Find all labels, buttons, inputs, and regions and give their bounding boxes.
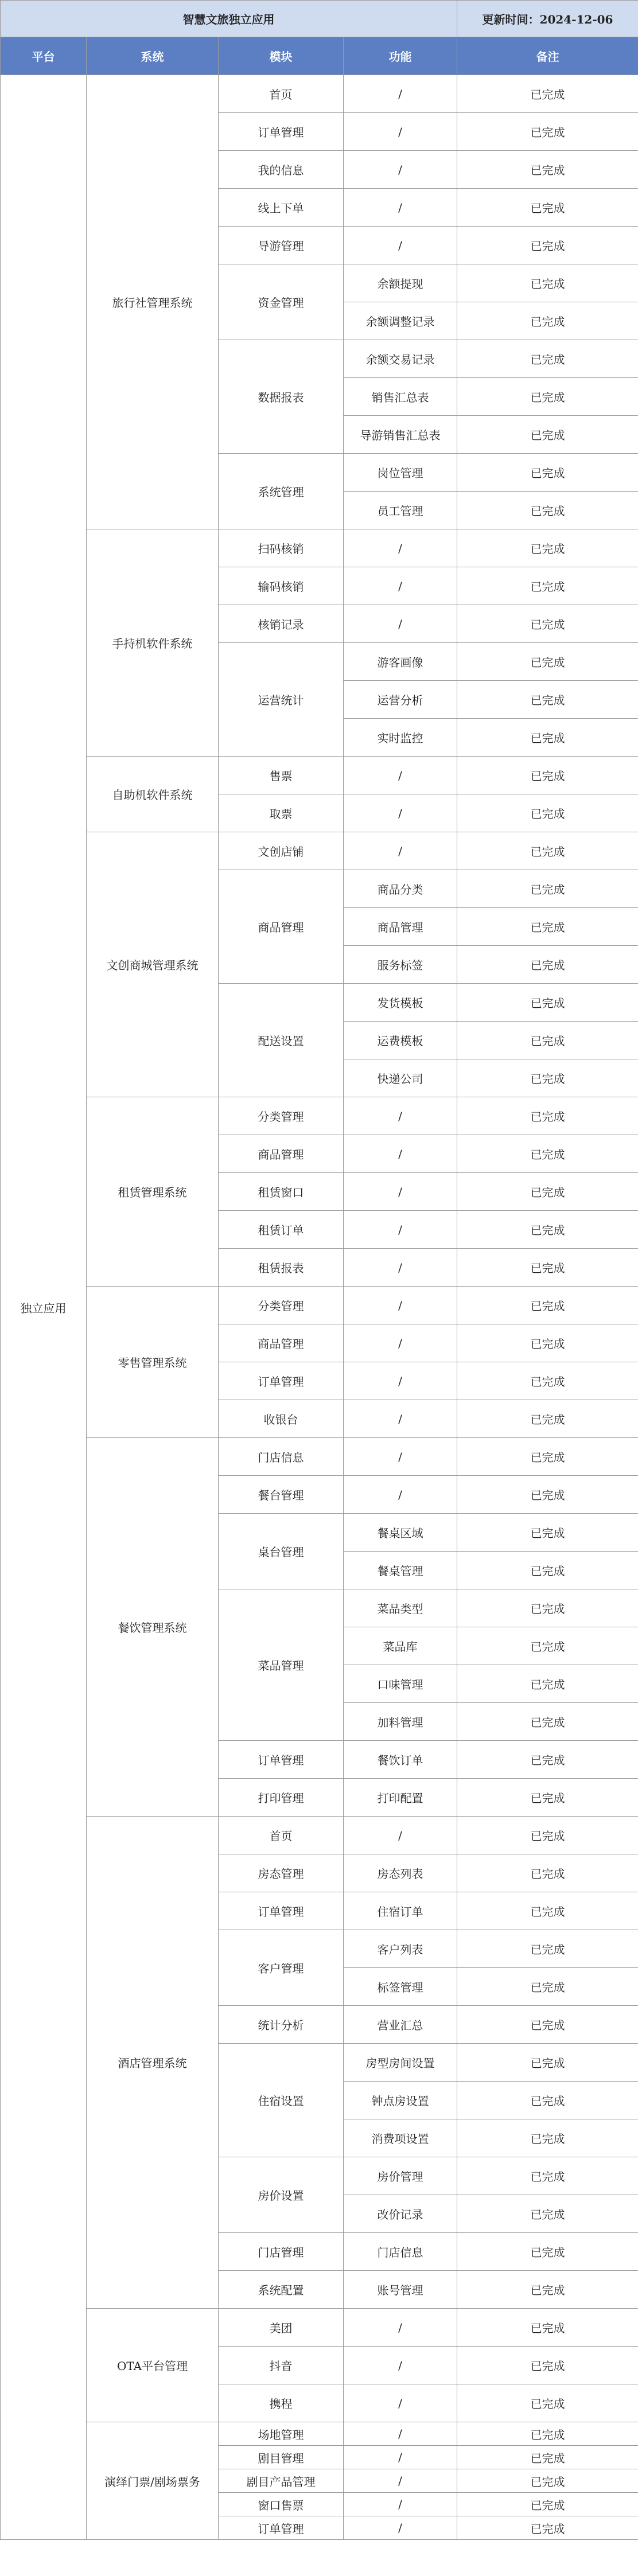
status-cell: 已完成	[457, 1059, 638, 1097]
table-row	[1, 757, 638, 794]
function-cell: 餐饮订单	[344, 1741, 457, 1779]
module-cell: 订单管理	[219, 1741, 344, 1779]
table-row	[1, 1438, 638, 1476]
status-cell: 已完成	[457, 1779, 638, 1817]
function-cell: 余额调整记录	[344, 302, 457, 340]
module-cell: 场地管理	[219, 2422, 344, 2446]
status-cell: 已完成	[457, 1022, 638, 1059]
function-cell: /	[344, 832, 457, 870]
module-cell: 商品管理	[219, 870, 344, 984]
status-cell: 已完成	[457, 984, 638, 1022]
status-cell: 已完成	[457, 681, 638, 719]
status-cell: 已完成	[457, 1552, 638, 1589]
function-cell: 岗位管理	[344, 454, 457, 492]
module-cell: 取票	[219, 794, 344, 832]
system-cell: 文创商城管理系统	[87, 832, 219, 1097]
function-cell: 标签管理	[344, 1968, 457, 2006]
status-cell: 已完成	[457, 416, 638, 454]
system-cell: 餐饮管理系统	[87, 1438, 219, 1817]
platform-cell: 独立应用	[1, 75, 87, 2540]
module-cell: 输码核销	[219, 567, 344, 605]
system-cell: OTA平台管理	[87, 2309, 219, 2422]
module-cell: 售票	[219, 757, 344, 794]
title-row	[1, 1, 638, 37]
module-cell: 房价设置	[219, 2157, 344, 2233]
function-cell: /	[344, 113, 457, 151]
status-cell: 已完成	[457, 1665, 638, 1703]
module-cell: 桌台管理	[219, 1514, 344, 1589]
status-cell: 已完成	[457, 1514, 638, 1552]
module-cell: 我的信息	[219, 151, 344, 189]
status-cell: 已完成	[457, 2233, 638, 2271]
status-cell: 已完成	[457, 908, 638, 946]
module-cell: 打印管理	[219, 1779, 344, 1817]
function-cell: /	[344, 1324, 457, 1362]
function-cell: 余额提现	[344, 264, 457, 302]
module-cell: 携程	[219, 2384, 344, 2422]
status-cell: 已完成	[457, 757, 638, 794]
module-cell: 系统管理	[219, 454, 344, 529]
system-cell: 酒店管理系统	[87, 1817, 219, 2309]
module-cell: 房态管理	[219, 1854, 344, 1892]
table-row	[1, 529, 638, 567]
function-cell: 打印配置	[344, 1779, 457, 1817]
status-cell: 已完成	[457, 1438, 638, 1476]
module-cell: 剧目管理	[219, 2446, 344, 2469]
function-cell: 运营分析	[344, 681, 457, 719]
status-cell: 已完成	[457, 643, 638, 681]
status-cell: 已完成	[457, 1287, 638, 1324]
table-row	[1, 1287, 638, 1324]
module-cell: 分类管理	[219, 1097, 344, 1135]
status-cell: 已完成	[457, 1968, 638, 2006]
module-cell: 统计分析	[219, 2006, 344, 2044]
module-cell: 住宿设置	[219, 2044, 344, 2157]
sheet-title: 智慧文旅独立应用	[1, 1, 457, 37]
module-cell: 订单管理	[219, 113, 344, 151]
status-cell: 已完成	[457, 2469, 638, 2493]
status-cell: 已完成	[457, 264, 638, 302]
function-cell: /	[344, 1817, 457, 1854]
status-cell: 已完成	[457, 2493, 638, 2516]
status-cell: 已完成	[457, 1627, 638, 1665]
status-cell: 已完成	[457, 1249, 638, 1287]
module-cell: 商品管理	[219, 1135, 344, 1173]
status-cell: 已完成	[457, 1097, 638, 1135]
status-cell: 已完成	[457, 1173, 638, 1211]
function-cell: /	[344, 189, 457, 227]
function-cell: 钟点房设置	[344, 2082, 457, 2119]
module-cell: 菜品管理	[219, 1589, 344, 1741]
function-cell: 加料管理	[344, 1703, 457, 1741]
module-cell: 配送设置	[219, 984, 344, 1097]
function-cell: 快递公司	[344, 1059, 457, 1097]
system-cell: 旅行社管理系统	[87, 75, 219, 529]
status-cell: 已完成	[457, 2006, 638, 2044]
status-cell: 已完成	[457, 378, 638, 416]
status-cell: 已完成	[457, 870, 638, 908]
module-cell: 扫码核销	[219, 529, 344, 567]
status-cell: 已完成	[457, 1741, 638, 1779]
status-cell: 已完成	[457, 1930, 638, 1968]
status-cell: 已完成	[457, 75, 638, 113]
status-cell: 已完成	[457, 189, 638, 227]
status-cell: 已完成	[457, 2446, 638, 2469]
function-cell: 发货模板	[344, 984, 457, 1022]
function-cell: /	[344, 794, 457, 832]
function-cell: 销售汇总表	[344, 378, 457, 416]
header-row	[1, 37, 638, 75]
module-cell: 餐台管理	[219, 1476, 344, 1514]
function-cell: /	[344, 1438, 457, 1476]
table-row	[1, 1817, 638, 1854]
module-cell: 核销记录	[219, 605, 344, 643]
function-cell: /	[344, 2422, 457, 2446]
function-cell: /	[344, 605, 457, 643]
function-cell: 餐桌区域	[344, 1514, 457, 1552]
status-cell: 已完成	[457, 2044, 638, 2082]
status-cell: 已完成	[457, 2082, 638, 2119]
header-function: 功能	[344, 37, 457, 75]
function-cell: /	[344, 2309, 457, 2347]
function-cell: /	[344, 529, 457, 567]
status-cell: 已完成	[457, 1703, 638, 1741]
function-cell: 住宿订单	[344, 1892, 457, 1930]
function-cell: /	[344, 1211, 457, 1249]
system-cell: 演绎门票/剧场票务	[87, 2422, 219, 2540]
function-cell: /	[344, 75, 457, 113]
function-cell: 菜品库	[344, 1627, 457, 1665]
module-cell: 系统配置	[219, 2271, 344, 2309]
module-cell: 导游管理	[219, 227, 344, 264]
module-cell: 抖音	[219, 2347, 344, 2384]
table-row	[1, 75, 638, 113]
module-cell: 租赁报表	[219, 1249, 344, 1287]
status-cell: 已完成	[457, 1211, 638, 1249]
status-cell: 已完成	[457, 2309, 638, 2347]
function-cell: /	[344, 2493, 457, 2516]
status-cell: 已完成	[457, 567, 638, 605]
function-cell: 房价管理	[344, 2157, 457, 2195]
function-cell: /	[344, 1097, 457, 1135]
table-row	[1, 2309, 638, 2347]
status-cell: 已完成	[457, 1817, 638, 1854]
status-cell: 已完成	[457, 832, 638, 870]
function-cell: 营业汇总	[344, 2006, 457, 2044]
function-cell: /	[344, 151, 457, 189]
module-cell: 门店管理	[219, 2233, 344, 2271]
function-cell: 余额交易记录	[344, 340, 457, 378]
status-cell: 已完成	[457, 2157, 638, 2195]
status-cell: 已完成	[457, 1476, 638, 1514]
update-time: 更新时间：2024-12-06	[457, 1, 638, 37]
status-cell: 已完成	[457, 454, 638, 492]
status-cell: 已完成	[457, 1892, 638, 1930]
header-platform: 平台	[1, 37, 87, 75]
status-cell: 已完成	[457, 2195, 638, 2233]
function-cell: 改价记录	[344, 2195, 457, 2233]
module-cell: 运营统计	[219, 643, 344, 757]
function-cell: /	[344, 227, 457, 264]
function-cell: 实时监控	[344, 719, 457, 757]
function-cell: /	[344, 757, 457, 794]
header-module: 模块	[219, 37, 344, 75]
status-cell: 已完成	[457, 1854, 638, 1892]
status-cell: 已完成	[457, 946, 638, 984]
status-cell: 已完成	[457, 1362, 638, 1400]
system-cell: 租赁管理系统	[87, 1097, 219, 1287]
function-cell: /	[344, 1400, 457, 1438]
function-cell: 运费模板	[344, 1022, 457, 1059]
system-cell: 零售管理系统	[87, 1287, 219, 1438]
module-cell: 文创店铺	[219, 832, 344, 870]
function-cell: 口味管理	[344, 1665, 457, 1703]
status-cell: 已完成	[457, 605, 638, 643]
function-cell: /	[344, 1287, 457, 1324]
function-cell: 员工管理	[344, 492, 457, 529]
table-row	[1, 2422, 638, 2446]
status-cell: 已完成	[457, 1324, 638, 1362]
status-cell: 已完成	[457, 2516, 638, 2540]
function-cell: /	[344, 2347, 457, 2384]
status-cell: 已完成	[457, 1135, 638, 1173]
module-cell: 租赁订单	[219, 1211, 344, 1249]
function-cell: /	[344, 1173, 457, 1211]
module-cell: 订单管理	[219, 1362, 344, 1400]
status-cell: 已完成	[457, 2384, 638, 2422]
status-cell: 已完成	[457, 302, 638, 340]
function-cell: 账号管理	[344, 2271, 457, 2309]
module-cell: 剧目产品管理	[219, 2469, 344, 2493]
status-cell: 已完成	[457, 2119, 638, 2157]
module-cell: 订单管理	[219, 2516, 344, 2540]
header-remark: 备注	[457, 37, 638, 75]
function-cell: 房态列表	[344, 1854, 457, 1892]
module-cell: 门店信息	[219, 1438, 344, 1476]
function-cell: 服务标签	[344, 946, 457, 984]
status-cell: 已完成	[457, 529, 638, 567]
system-cell: 自助机软件系统	[87, 757, 219, 832]
status-cell: 已完成	[457, 340, 638, 378]
function-cell: /	[344, 2446, 457, 2469]
status-cell: 已完成	[457, 719, 638, 757]
function-cell: /	[344, 1135, 457, 1173]
status-cell: 已完成	[457, 151, 638, 189]
module-cell: 窗口售票	[219, 2493, 344, 2516]
function-cell: /	[344, 1249, 457, 1287]
function-cell: 客户列表	[344, 1930, 457, 1968]
function-cell: /	[344, 2469, 457, 2493]
table-row	[1, 1097, 638, 1135]
status-cell: 已完成	[457, 794, 638, 832]
module-cell: 资金管理	[219, 264, 344, 340]
function-cell: 游客画像	[344, 643, 457, 681]
system-cell: 手持机软件系统	[87, 529, 219, 757]
function-cell: 餐桌管理	[344, 1552, 457, 1589]
module-cell: 租赁窗口	[219, 1173, 344, 1211]
table-row	[1, 832, 638, 870]
status-cell: 已完成	[457, 2347, 638, 2384]
module-cell: 订单管理	[219, 1892, 344, 1930]
function-cell: /	[344, 1476, 457, 1514]
function-cell: /	[344, 2516, 457, 2540]
table-body	[1, 75, 638, 2540]
module-cell: 数据报表	[219, 340, 344, 454]
module-cell: 分类管理	[219, 1287, 344, 1324]
status-cell: 已完成	[457, 2422, 638, 2446]
function-cell: 导游销售汇总表	[344, 416, 457, 454]
module-cell: 首页	[219, 1817, 344, 1854]
status-cell: 已完成	[457, 492, 638, 529]
status-cell: 已完成	[457, 227, 638, 264]
header-system: 系统	[87, 37, 219, 75]
function-cell: /	[344, 1362, 457, 1400]
module-cell: 商品管理	[219, 1324, 344, 1362]
function-cell: 消费项设置	[344, 2119, 457, 2157]
status-cell: 已完成	[457, 1400, 638, 1438]
status-cell: 已完成	[457, 113, 638, 151]
module-cell: 首页	[219, 75, 344, 113]
function-cell: 房型房间设置	[344, 2044, 457, 2082]
function-cell: 门店信息	[344, 2233, 457, 2271]
function-cell: 菜品类型	[344, 1589, 457, 1627]
module-cell: 客户管理	[219, 1930, 344, 2006]
function-cell: 商品分类	[344, 870, 457, 908]
status-cell: 已完成	[457, 2271, 638, 2309]
module-cell: 线上下单	[219, 189, 344, 227]
module-cell: 美团	[219, 2309, 344, 2347]
status-cell: 已完成	[457, 1589, 638, 1627]
function-cell: /	[344, 2384, 457, 2422]
function-cell: /	[344, 567, 457, 605]
module-cell: 收银台	[219, 1400, 344, 1438]
function-cell: 商品管理	[344, 908, 457, 946]
